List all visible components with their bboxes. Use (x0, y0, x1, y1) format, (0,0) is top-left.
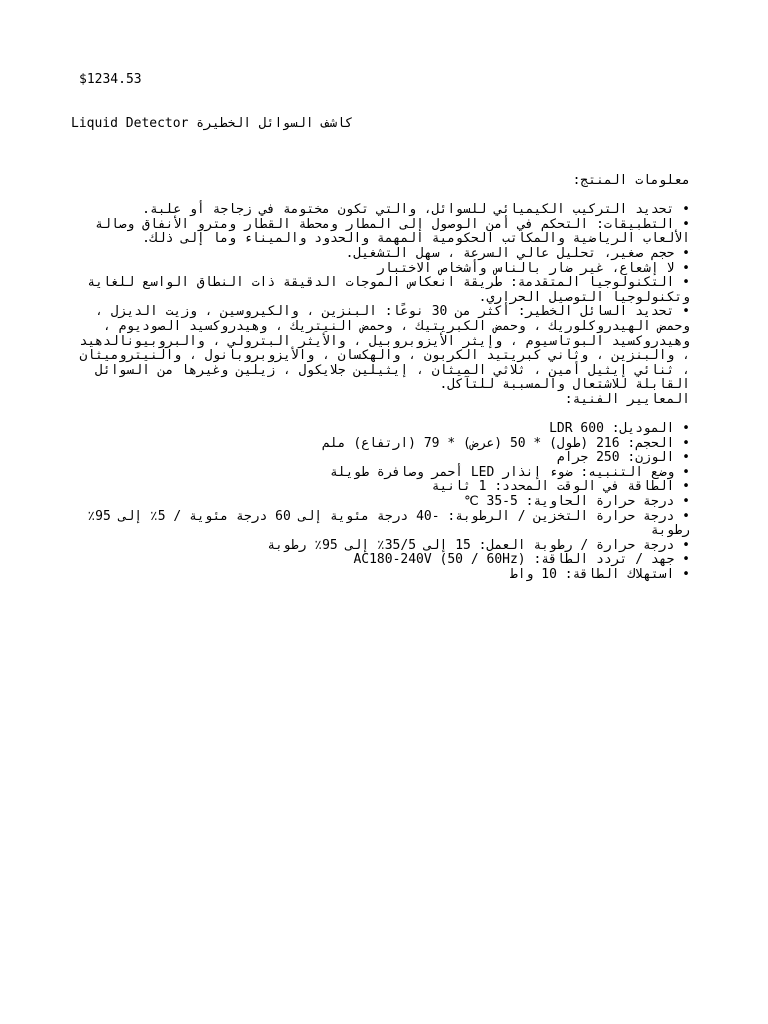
feature-item: • حجم صغير، تحليل عالي السرعة ، سهل التشغيل. (345, 245, 690, 261)
product-title: Liquid Detector كاشف السوائل الخطيرة (71, 116, 353, 131)
spec-item: • درجة حرارة / رطوبة العمل: 15 إلى 35/5٪ إلى 95٪ رطوبة (267, 537, 690, 553)
spec-item: • وضع التنبيه: ضوء إنذار LED أحمر وصافرة طويلة (329, 464, 690, 480)
spec-item: • الموديل: LDR 600 (549, 421, 690, 437)
feature-item: • تحديد السائل الخطير: أكثر من 30 نوعًا: البنزين ، والكيروسين ، وزيت الديزل ، وحمض الهيدروكلوريك ، وحمض الكبريتيك ، وحمض النيتريك ، وهيدروكسيد الصوديوم ، وهيدروكسيد البوتاسيوم ، وإيثر الأيزوبروبيل ، والأيثر البترولي ، والبروبيونالدهيد ، والبنزين ، وثاني كبريتيد الكربون ، والهكسان ، والأيزوبروبانول ، والنيتروميثان ، ثنائي إيثيل أمين ، ثلاثي الميثان ، إيثيلين جلايكول ، زيلين وغيرها من السوائل القابلة للاشتعال والمسببة للتآكل. (79, 304, 690, 393)
product-info-heading: معلومات المنتج: (572, 173, 690, 188)
features-list (70, 203, 690, 393)
product-description (70, 174, 690, 583)
spec-item: • الحجم: 216 (طول) * 50 (عرض) * 79 (ارتفاع) ملم (322, 435, 690, 451)
specs-list (70, 422, 690, 583)
paragraph-spacer (70, 408, 690, 423)
spec-item: • استهلاك الطاقة: 10 واط (509, 567, 690, 583)
spec-item: • درجة حرارة التخزين / الرطوبة: -40 درجة مئوية إلى 60 درجة مئوية / 5٪ إلى 95٪ رطوبة (87, 508, 690, 539)
spec-item: • جهد / تردد الطاقة: AC180-240V (50 / 60Hz) (353, 552, 690, 568)
feature-item: • التكنولوجيا المتقدمة: طريقة انعكاس الموجات الدقيقة ذات النطاق الواسع للغاية وتكنولوجيا التوصيل الحراري. (87, 275, 690, 305)
feature-item: • التطبيقات: التحكم في أمن الوصول إلى المطار ومحطة القطار ومترو الأنفاق وصالة الألعاب الرياضية والمكاتب الحكومية المهمة والحدود والميناء وما إلى ذلك. (95, 216, 690, 247)
spec-item: • الوزن: 250 جرام (556, 450, 690, 466)
specs-heading: المعايير الفنية: (564, 391, 690, 407)
spec-item: • الطاقة في الوقت المحدد: 1 ثانية (431, 479, 690, 495)
feature-item: • لا إشعاع، غير ضار بالناس وأشخاص الاختبار (376, 260, 690, 276)
paragraph-spacer (70, 189, 690, 204)
product-price: $1234.53 (79, 72, 142, 87)
feature-item: • تحديد التركيب الكيميائي للسوائل، والتي تكون مختومة في زجاجة أو علبة. (142, 202, 690, 218)
spec-item: • درجة حرارة الحاوية: 5-35 ℃ (464, 494, 690, 510)
